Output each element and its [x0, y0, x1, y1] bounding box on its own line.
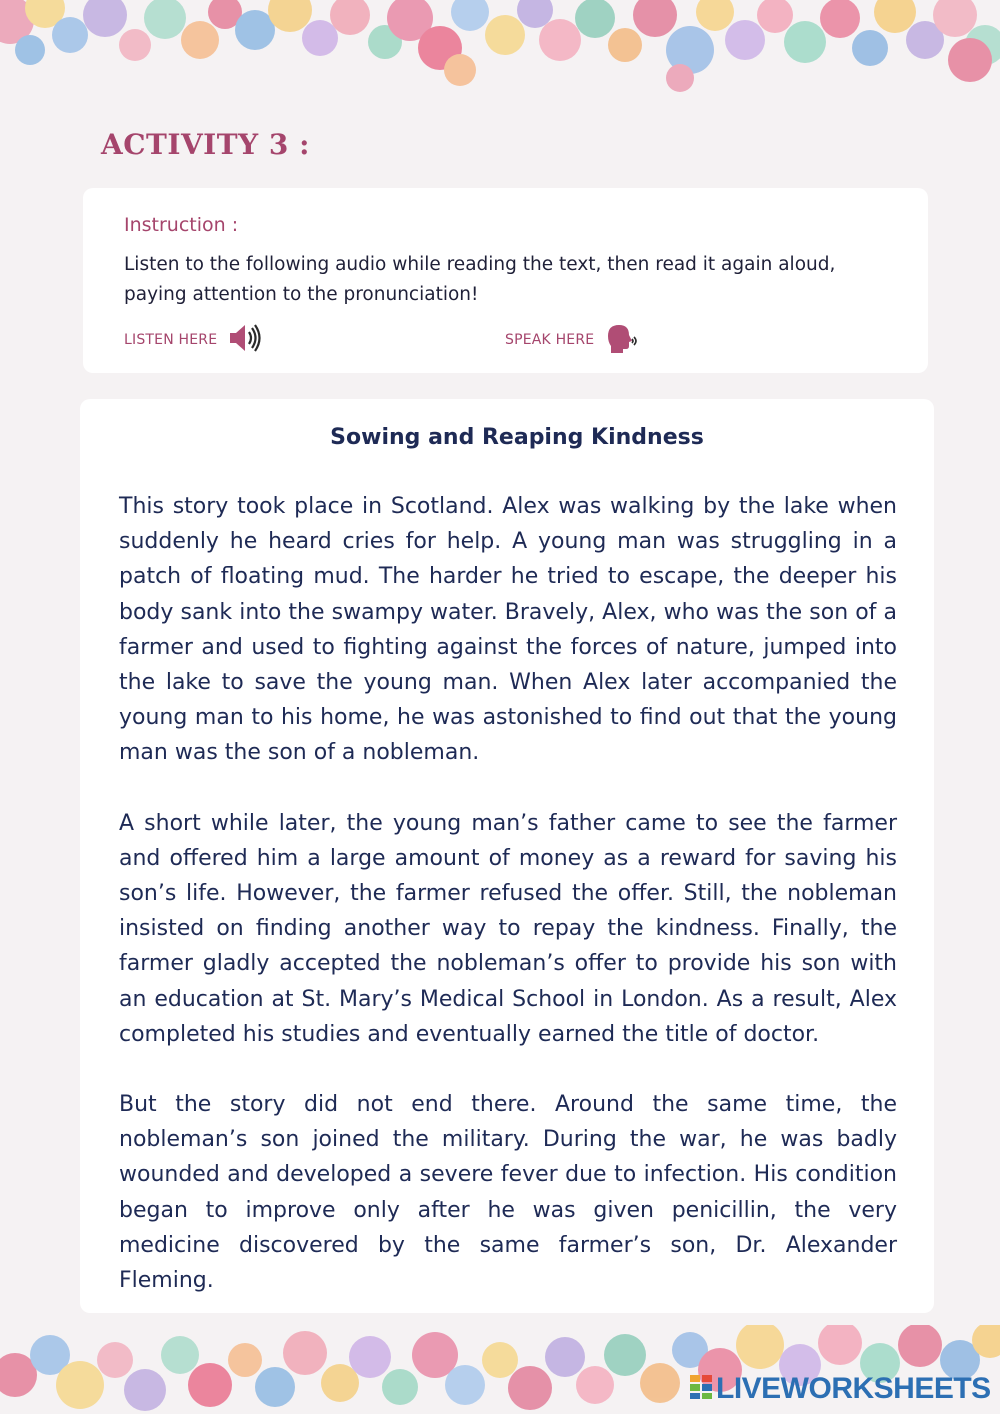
- liveworksheets-logo-icon: [690, 1375, 712, 1403]
- story-body: [119, 489, 897, 1333]
- story-paragraph-1: This story took place in Scotland. Alex was walking by the lake when suddenly he heard cries for help. A young man was struggling in a patch of floating mud. The harder he tried to escape, the deeper his body sank into the swampy water. Bravely, Alex, who was the son of a farmer and used to fighting against the forces of nature, jumped into the lake to save the young man. When Alex later accompanied the young man to his home, he was astonished to find out that the young man was the son of a nobleman.: [119, 494, 897, 766]
- speaker-icon[interactable]: [227, 322, 261, 358]
- story-title: Sowing and Reaping Kindness: [330, 425, 704, 450]
- speak-here-button[interactable]: [505, 322, 638, 358]
- liveworksheets-brand-text: LIVEWORKSHEETS: [716, 1372, 991, 1405]
- instruction-text: Listen to the following audio while reading the text, then read it again aloud, paying attention to the pronunciation!: [124, 254, 836, 305]
- listen-here-label: LISTEN HERE: [124, 332, 218, 348]
- speaking-head-icon[interactable]: [604, 322, 638, 358]
- decorative-border-top: [0, 0, 1000, 95]
- instruction-card: [83, 188, 928, 373]
- story-paragraph-3: But the story did not end there. Around the same time, the nobleman’s son joined the military. During the war, he was badly wounded and developed a severe fever due to infection. His condition began to improve only after he was given penicillin, the very medicine discovered by the same farmer’s son, Dr. Alexander Fleming.: [119, 1092, 897, 1294]
- liveworksheets-brand: [690, 1372, 991, 1406]
- story-card: [80, 399, 934, 1313]
- story-paragraph-2: A short while later, the young man’s father came to see the farmer and offered him a large amount of money as a reward for saving his son’s life. However, the farmer refused the offer. Still, the nobleman insisted on finding another way to repay the kindness. Finally, the farmer gladly accepted the nobleman’s offer to provide his son with an education at St. Mary’s Medical School in London. As a result, Alex completed his studies and eventually earned the title of doctor.: [119, 810, 897, 1047]
- activity-title: ACTIVITY 3 :: [101, 128, 310, 161]
- instruction-label: Instruction :: [124, 214, 239, 236]
- listen-here-button[interactable]: [124, 322, 261, 358]
- speak-here-label: SPEAK HERE: [505, 332, 595, 348]
